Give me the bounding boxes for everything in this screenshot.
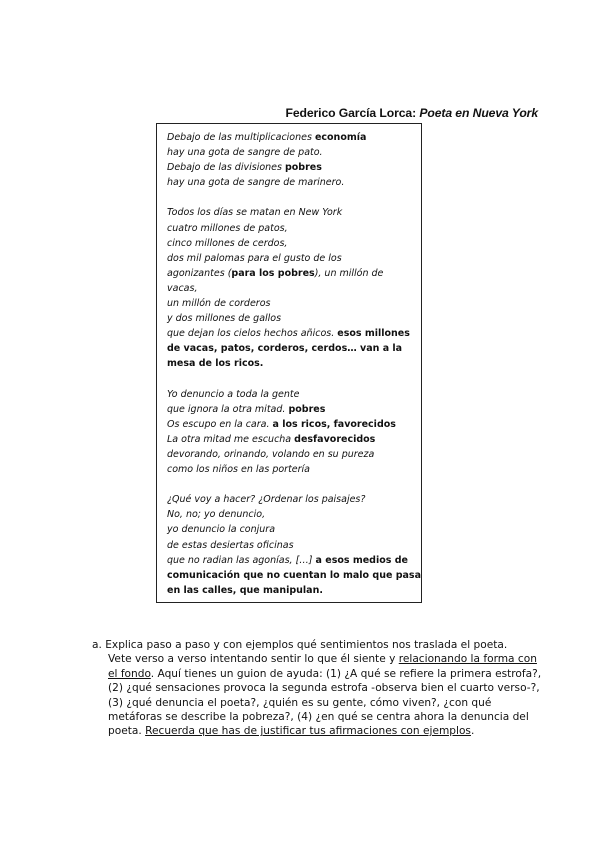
poem-text <box>167 130 425 598</box>
poem-line: un millón de corderos <box>167 298 271 310</box>
poem-line: yo denuncio la conjura <box>167 524 276 536</box>
underlined-phrase: Recuerda que has de justificar tus afirmaciones con ejemplos <box>145 725 471 738</box>
poem-line: No, no; yo denuncio, <box>167 509 266 521</box>
question-body: Vete verso a verso intentando sentir lo que él siente y relacionando la forma con el fondo. Aquí tienes un guion de ayuda: (1) ¿A qué se refiere la primera estrofa?, (2) ¿qué sensaciones provoca la segunda estrofa -observa bien el cuarto verso-?, (3) ¿qué denuncia el poeta?, ¿quién es su gente, cómo viven?, ¿con qué metáforas se describe la pobreza?, (4) ¿en qué se centra ahora la denuncia del poeta. Recuerda que has de justificar tus afirmaciones con ejemplos. <box>108 653 542 738</box>
author-name: Federico García Lorca: <box>285 106 417 120</box>
poem-line: que ignora la otra mitad. pobres <box>167 403 326 415</box>
poem-line: Debajo de las divisiones pobres <box>167 162 322 174</box>
poem-box <box>156 123 422 603</box>
underlined-phrase: relacionando la forma con el fondo <box>108 653 537 680</box>
poem-line: que dejan los cielos hechos añicos. esos millones de vacas, patos, corderos, cerdos… van a la mesa de los ricos. <box>167 328 410 370</box>
annotation: a los ricos, favorecidos <box>272 418 396 430</box>
poem-line: Todos los días se matan en New York <box>167 207 343 219</box>
annotation: esos millones de vacas, patos, corderos, cerdos… van a la mesa de los ricos. <box>167 328 410 370</box>
poem-line: cinco millones de cerdos, <box>167 237 288 249</box>
poem-line: hay una gota de sangre de marinero. <box>167 177 345 189</box>
question-a <box>92 638 542 739</box>
poem-line: cuatro millones de patos, <box>167 222 288 234</box>
poem-line: ¿Qué voy a hacer? ¿Ordenar los paisajes? <box>167 494 366 506</box>
poem-line: y dos millones de gallos <box>167 313 282 325</box>
work-title: Poeta en Nueva York <box>419 106 538 120</box>
list-marker: a. <box>92 639 102 651</box>
poem-line: hay una gota de sangre de pato. <box>167 147 323 159</box>
annotation: a esos medios de comunicación que no cuentan lo malo que pasa en las calles, que manipulan. <box>167 554 421 596</box>
document-heading <box>285 106 538 120</box>
annotation: para los pobres <box>231 267 315 279</box>
poem-line: agonizantes (para los pobres), un millón de <box>167 267 384 279</box>
poem-line: de estas desiertas oficinas <box>167 539 294 551</box>
annotation: economía <box>314 132 367 143</box>
poem-line: Os escupo en la cara. a los ricos, favorecidos <box>167 418 396 430</box>
poem-line: Debajo de las multiplicaciones economía <box>167 132 367 143</box>
annotation: pobres <box>288 403 326 415</box>
poem-line: dos mil palomas para el gusto de los <box>167 252 342 264</box>
poem-line: como los niños en las portería <box>167 464 311 476</box>
poem-line: vacas, <box>167 282 198 294</box>
poem-line: Yo denuncio a toda la gente <box>167 388 300 400</box>
question-first-line: a. Explica paso a paso y con ejemplos qué sentimientos nos traslada el poeta. <box>92 639 508 651</box>
poem-line: que no radian las agonías, […] a esos medios de comunicación que no cuentan lo malo que pasa en las calles, que manipulan. <box>167 554 421 596</box>
poem-line: devorando, orinando, volando en su pureza <box>167 448 375 460</box>
annotation: desfavorecidos <box>294 433 376 445</box>
poem-line: La otra mitad me escucha desfavorecidos <box>167 433 376 445</box>
annotation: pobres <box>284 162 322 174</box>
